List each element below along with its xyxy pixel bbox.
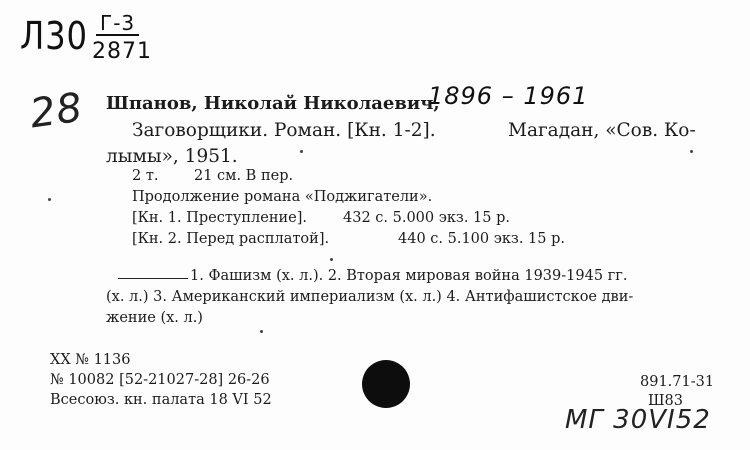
speck-mark: [48, 198, 51, 201]
book-1-title: [Кн. 1. Преступление].: [132, 210, 308, 226]
book-chamber-line: Всесоюз. кн. палата 18 VI 52: [50, 392, 272, 408]
title-line-2: лымы», 1951.: [106, 146, 238, 167]
shelf-mark-fraction-bottom: 2871: [92, 39, 152, 64]
classification-code: 891.71-31: [640, 374, 715, 390]
subject-dash-rule: [118, 278, 188, 279]
subjects-line-3: жение (х. л.): [106, 310, 203, 326]
shelf-mark-fraction-top: Г-3: [96, 12, 139, 36]
title-line-1: Заговорщики. Роман. [Кн. 1-2].: [132, 120, 436, 141]
speck-mark: [260, 330, 263, 333]
registry-number: XX № 1136: [50, 352, 131, 368]
publication-info: Магадан, «Сов. Ко-: [508, 120, 696, 141]
author-heading: Шпанов, Николай Николаевич,: [106, 93, 440, 114]
series-note: Продолжение романа «Поджигатели».: [132, 189, 433, 205]
speck-mark: [330, 258, 333, 261]
book-2-title: [Кн. 2. Перед расплатой].: [132, 231, 330, 247]
author-years-handwritten: 1896 – 1961: [428, 82, 589, 110]
speck-mark: [690, 150, 693, 153]
handwritten-bottom-note: МГ 30VI52: [565, 405, 711, 435]
punch-hole: [362, 360, 410, 408]
subjects-line-2: (х. л.) 3. Американский империализм (х. л.) 4. Антифашистское дви-: [106, 289, 634, 305]
subjects-line-1: 1. Фашизм (х. л.). 2. Вторая мировая война 1939-1945 гг.: [190, 268, 628, 284]
handwritten-number: 28: [27, 84, 86, 138]
size-binding: 21 см. В пер.: [194, 168, 294, 184]
book-1-details: 432 с. 5.000 экз. 15 р.: [343, 210, 511, 226]
cutter-number: Ш83: [648, 393, 683, 409]
book-2-details: 440 с. 5.100 экз. 15 р.: [398, 231, 566, 247]
speck-mark: [300, 150, 303, 153]
volumes: 2 т.: [132, 168, 159, 184]
card-number: № 10082 [52-21027-28] 26-26: [50, 372, 270, 388]
shelf-mark-main: Л30: [20, 14, 88, 58]
